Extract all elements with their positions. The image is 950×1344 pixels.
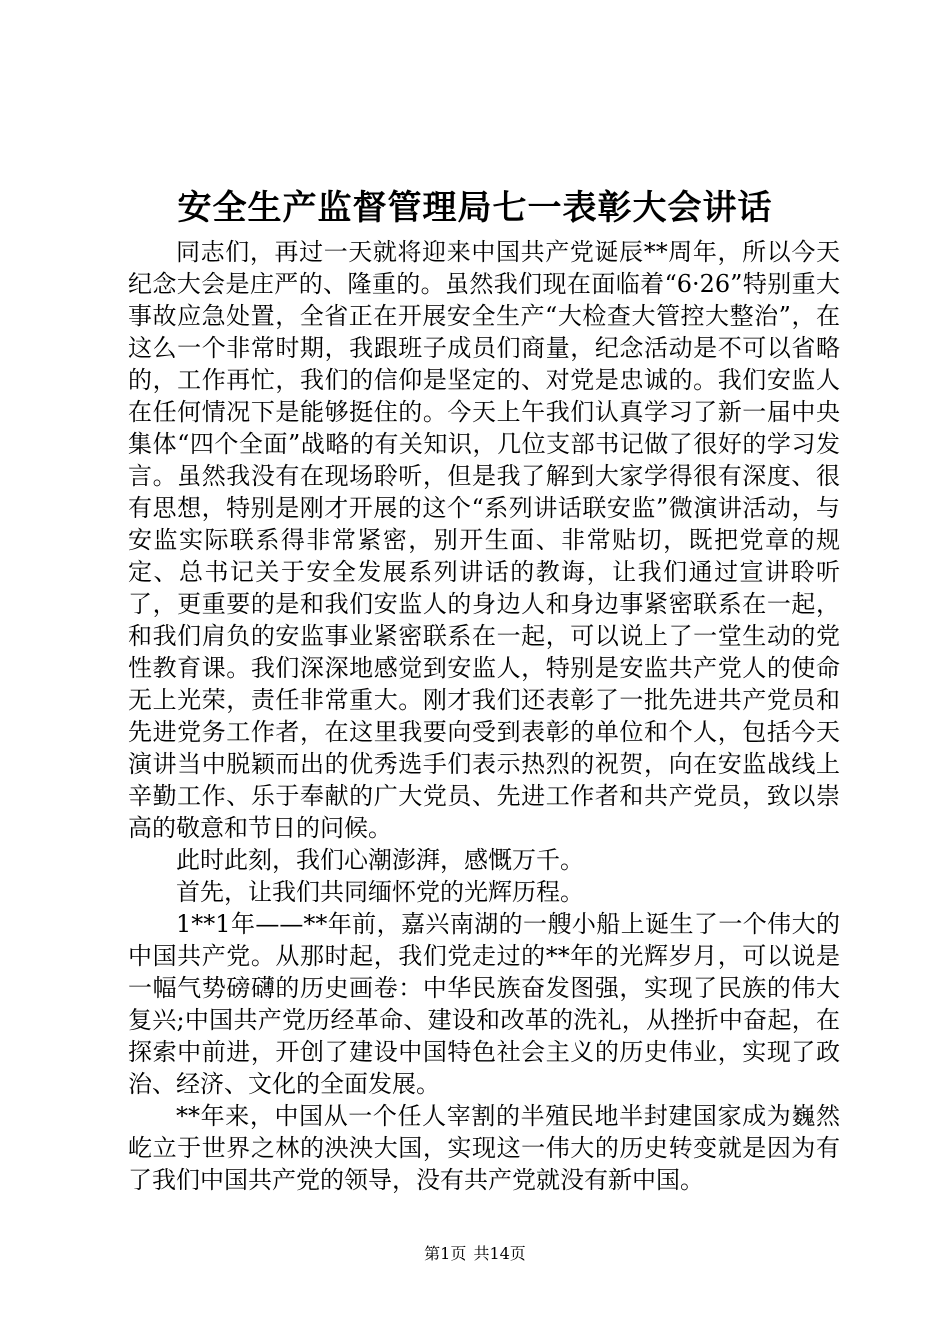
paragraph: 首先，让我们共同缅怀党的光辉历程。 — [176, 878, 584, 906]
paragraph: 同志们，再过一天就将迎来中国共产党诞辰**周年，所以今天纪念大会是庄严的、隆重的。虽然我们现在面临着“6·26”特别重大事故应急处置，全省正在开展安全生产“大检查大管控大整治”，在这么一个非常时期，我跟班子成员们商量，纪念活动是不可以省略的，工作再忙，我们的信仰是坚定的、对党是忠诚的。我们安监人在任何情况下是能够挺住的。今天上午我们认真学习了新一届中央集体“四个全面”战略的有关知识，几位支部书记做了很好的学习发言。虽然我没有在现场聆听，但是我了解到大家学得很有深度、很有思想，特别是刚才开展的这个“系列讲话联安监”微演讲活动，与安监实际联系得非常紧密，别开生面、非常贴切，既把党章的规定、总书记关于安全发展系列讲话的教诲，让我们通过宣讲聆听了，更重要的是和我们安监人的身边人和身边事紧密联系在一起，和我们肩负的安监事业紧密联系在一起，可以说上了一堂生动的党性教育课。我们深深地感觉到安监人，特别是安监共产党人的使命无上光荣，责任非常重大。刚才我们还表彰了一批先进共产党员和先进党务工作者，在这里我要向受到表彰的单位和个人，包括今天演讲当中脱颖而出的优秀选手们表示热烈的祝贺，向在安监战线上辛勤工作、乐于奉献的广大党员、先进工作者和共产党员，致以崇高的敬意和节日的问候。 — [128, 238, 840, 842]
page-footer: 第1页 共14页 — [424, 1244, 526, 1263]
paragraph: 此时此刻，我们心潮澎湃，感慨万千。 — [176, 846, 584, 874]
document-title: 安全生产监督管理局七一表彰大会讲话 — [177, 188, 773, 228]
document-body — [128, 236, 840, 1196]
paragraph: **年来，中国从一个任人宰割的半殖民地半封建国家成为巍然屹立于世界之林的泱泱大国，实现这一伟大的历史转变就是因为有了我们中国共产党的领导，没有共产党就没有新中国。 — [128, 1102, 840, 1194]
paragraph: 1**1年——**年前，嘉兴南湖的一艘小船上诞生了一个伟大的中国共产党。从那时起，我们党走过的**年的光辉岁月，可以说是一幅气势磅礴的历史画卷：中华民族奋发图强，实现了民族的伟大复兴;中国共产党历经革命、建设和改革的洗礼，从挫折中奋起，在探索中前进，开创了建设中国特色社会主义的历史伟业，实现了政治、经济、文化的全面发展。 — [128, 910, 840, 1098]
